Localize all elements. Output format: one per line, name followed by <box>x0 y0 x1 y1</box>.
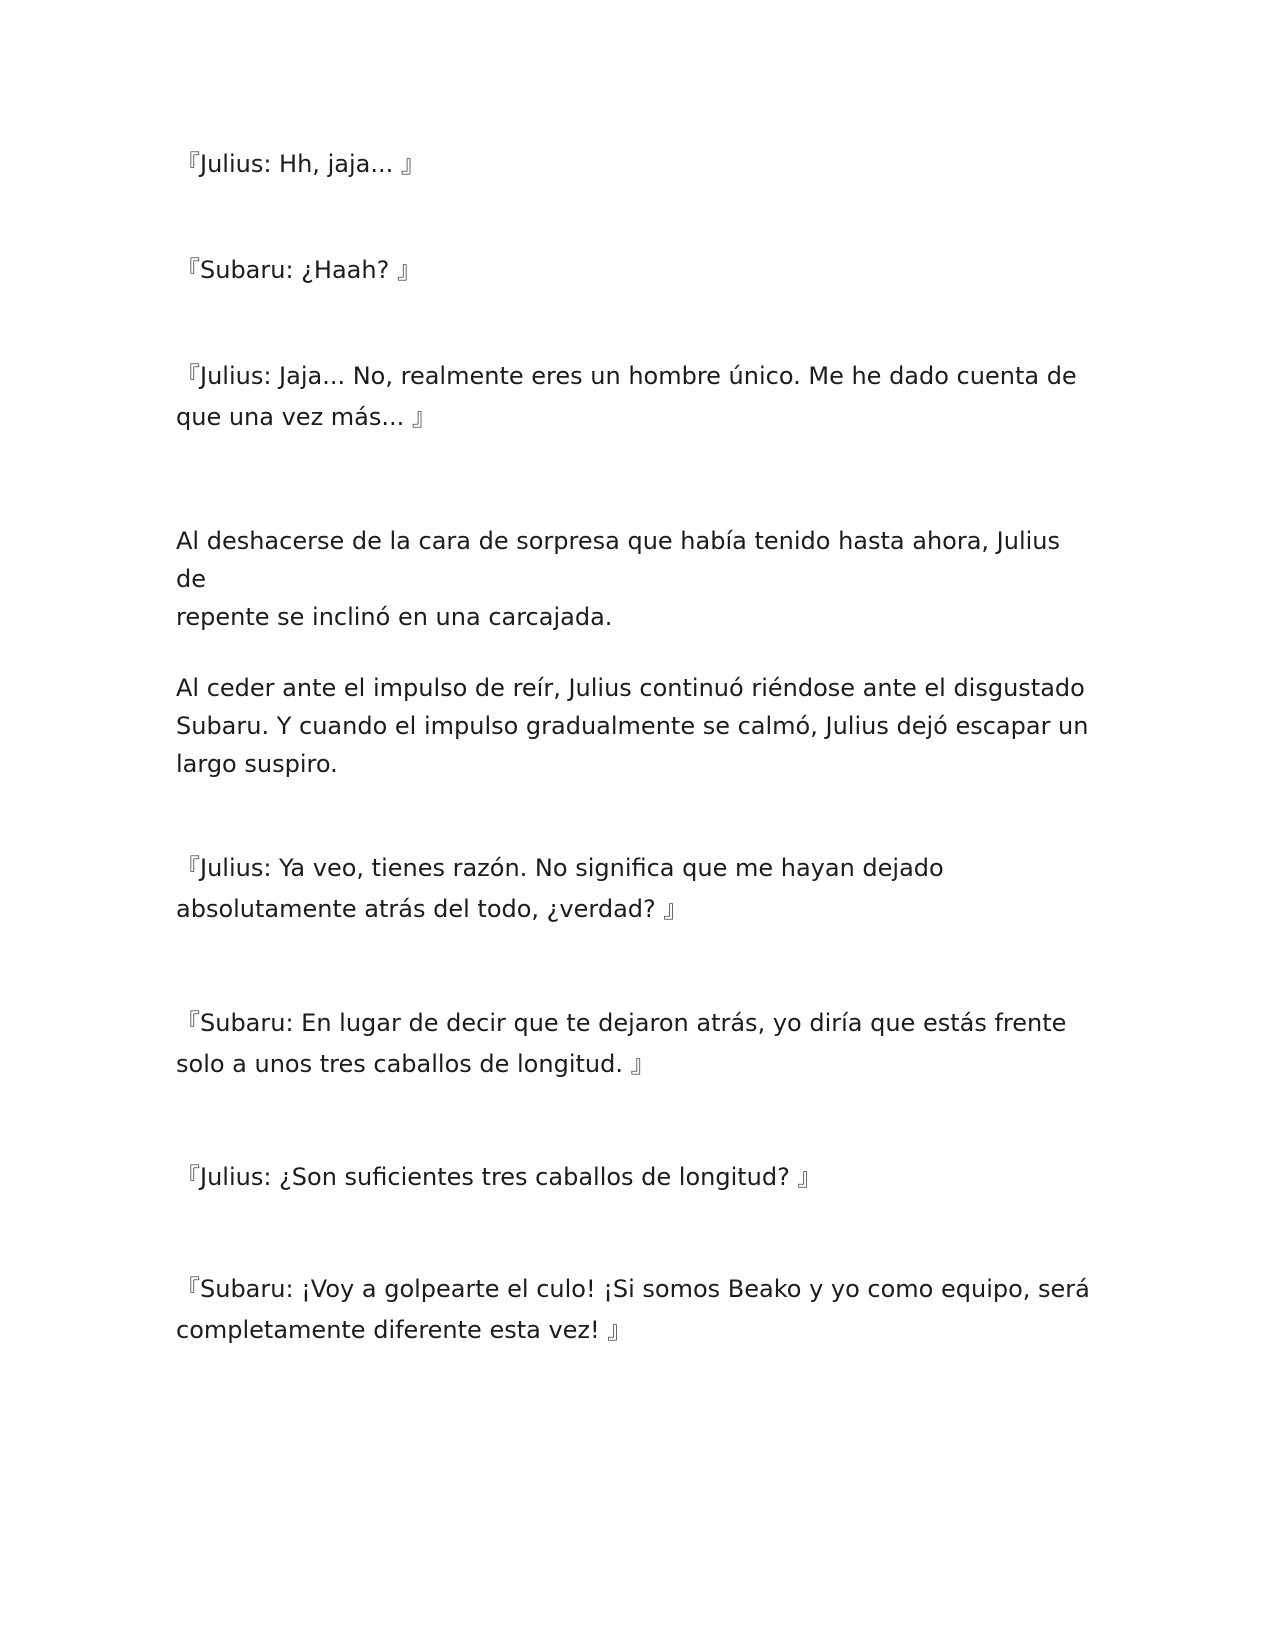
dialogue-line-subaru-2: 『Subaru: En lugar de decir que te dejaron atrás, yo diría que estás frente solo a unos tres caballos de longitud. 』 <box>176 1009 1067 1078</box>
dialogue-line-julius-4: 『Julius: ¿Son suficientes tres caballos de longitud? 』 <box>176 1163 822 1191</box>
dialogue-line-julius-1: 『Julius: Hh, jaja... 』 <box>176 150 425 178</box>
dialogue-line-julius-2: 『Julius: Jaja... No, realmente eres un hombre único. Me he dado cuenta de que una vez más... 』 <box>176 362 1077 431</box>
dialogue-line-subaru-3: 『Subaru: ¡Voy a golpearte el culo! ¡Si somos Beako y yo como equipo, será completamente diferente esta vez! 』 <box>176 1275 1090 1344</box>
narration-paragraph-1: Al deshacerse de la cara de sorpresa que había tenido hasta ahora, Julius de repente se inclinó en una carcajada. <box>176 527 1061 631</box>
dialogue-line-subaru-1: 『Subaru: ¿Haah? 』 <box>176 256 421 284</box>
dialogue-line-julius-3: 『Julius: Ya veo, tienes razón. No significa que me hayan dejado absolutamente atrás del todo, ¿verdad? 』 <box>176 854 944 923</box>
narration-paragraph-2: Al ceder ante el impulso de reír, Julius continuó riéndose ante el disgustado Subaru. Y cuando el impulso gradualmente se calmó, Julius dejó escapar un largo suspiro. <box>176 674 1089 778</box>
